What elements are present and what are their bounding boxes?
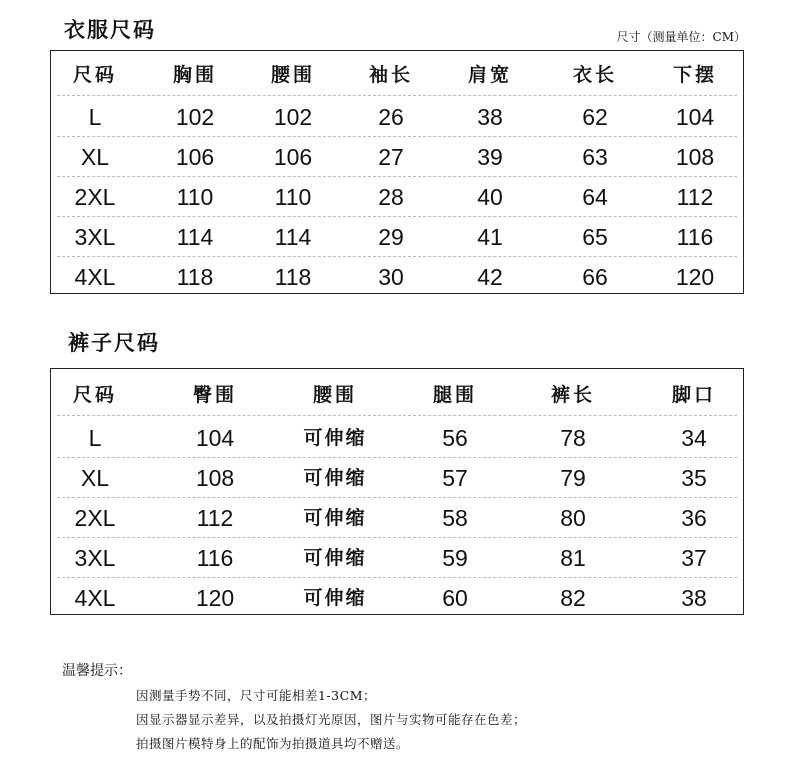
table-cell: 116 — [676, 224, 714, 250]
pants-section-title: 裤子尺码 — [68, 330, 160, 355]
table-cell: 102 — [175, 104, 215, 130]
table-cell: 3XL — [74, 224, 116, 250]
table-cell: 118 — [176, 264, 214, 290]
table-cell: 104 — [195, 425, 235, 451]
column-header: 腰围 — [312, 384, 358, 406]
table-cell: 106 — [273, 144, 313, 170]
table-cell: 4XL — [74, 264, 116, 290]
table-cell: 2XL — [74, 505, 116, 531]
column-header: 腰围 — [270, 64, 316, 86]
table-cell: 62 — [582, 104, 608, 130]
column-header: 裤长 — [550, 384, 596, 406]
row-divider — [57, 537, 737, 538]
table-cell: XL — [80, 465, 110, 491]
tip-line: 因测量手势不同，尺寸可能相差1-3CM； — [136, 688, 376, 703]
table-cell: 29 — [378, 224, 404, 250]
table-cell: 114 — [176, 224, 214, 250]
table-cell: 104 — [675, 104, 715, 130]
table-cell: 28 — [378, 184, 404, 210]
table-header-row — [51, 55, 743, 95]
table-row — [51, 177, 743, 217]
table-cell: 110 — [176, 184, 214, 210]
table-row — [51, 498, 743, 538]
table-cell: 110 — [274, 184, 312, 210]
table-cell: 106 — [175, 144, 215, 170]
table-cell: 79 — [560, 465, 586, 491]
table-row — [51, 97, 743, 137]
table-row — [51, 458, 743, 498]
unit-note: 尺寸（测量单位：CM） — [616, 30, 746, 44]
table-cell: 27 — [378, 144, 404, 170]
table-cell: 102 — [273, 104, 313, 130]
table-row — [51, 578, 743, 618]
row-divider — [57, 95, 737, 96]
row-divider — [57, 216, 737, 217]
table-cell: 可伸缩 — [303, 467, 367, 489]
table-cell: XL — [80, 144, 110, 170]
table-cell: 37 — [681, 545, 707, 571]
table-cell: 108 — [195, 465, 235, 491]
table-cell: 38 — [477, 104, 503, 130]
table-cell: 39 — [477, 144, 503, 170]
table-cell: 59 — [442, 545, 468, 571]
table-cell: 81 — [560, 545, 586, 571]
table-cell: 38 — [681, 585, 707, 611]
table-cell: 30 — [378, 264, 404, 290]
table-row — [51, 257, 743, 297]
table-cell: 57 — [442, 465, 468, 491]
table-cell: 80 — [560, 505, 586, 531]
table-cell: 82 — [560, 585, 586, 611]
table-header-row — [51, 375, 743, 415]
column-header: 臀围 — [192, 384, 238, 406]
table-cell: 108 — [675, 144, 715, 170]
table-cell: 65 — [582, 224, 608, 250]
table-cell: L — [88, 425, 102, 451]
row-divider — [57, 497, 737, 498]
table-cell: 58 — [442, 505, 468, 531]
table-cell: 114 — [274, 224, 312, 250]
table-cell: 120 — [195, 585, 235, 611]
column-header: 腿围 — [432, 384, 478, 406]
table-cell: 42 — [477, 264, 503, 290]
tips-title: 温馨提示： — [62, 663, 132, 679]
table-cell: 66 — [582, 264, 608, 290]
table-cell: 26 — [378, 104, 404, 130]
table-row — [51, 137, 743, 177]
table-cell: 40 — [477, 184, 503, 210]
table-cell: 36 — [681, 505, 707, 531]
table-cell: 120 — [675, 264, 715, 290]
table-cell: 4XL — [74, 585, 116, 611]
table-cell: 60 — [442, 585, 468, 611]
column-header: 袖长 — [368, 64, 414, 86]
table-cell: 64 — [582, 184, 608, 210]
column-header: 衣长 — [572, 64, 618, 86]
row-divider — [57, 415, 737, 416]
column-header: 下摆 — [672, 64, 718, 86]
table-cell: 41 — [477, 224, 503, 250]
table-cell: 112 — [676, 184, 714, 210]
table-cell: 118 — [274, 264, 312, 290]
tip-line: 拍摄图片模特身上的配饰为拍摄道具均不赠送。 — [136, 736, 410, 751]
table-cell: 可伸缩 — [303, 507, 367, 529]
table-row — [51, 418, 743, 458]
row-divider — [57, 256, 737, 257]
tip-line: 因显示器显示差异，以及拍摄灯光原因，图片与实物可能存在色差； — [136, 712, 527, 727]
table-cell: 116 — [196, 545, 234, 571]
table-cell: 3XL — [74, 545, 116, 571]
column-header: 肩宽 — [467, 64, 513, 86]
table-cell: L — [88, 104, 102, 130]
table-cell: 56 — [442, 425, 468, 451]
shirt-size-table — [50, 50, 744, 294]
column-header: 胸围 — [172, 64, 218, 86]
table-cell: 78 — [560, 425, 586, 451]
table-row — [51, 217, 743, 257]
column-header: 尺码 — [72, 384, 118, 406]
table-cell: 可伸缩 — [303, 547, 367, 569]
table-cell: 可伸缩 — [303, 427, 367, 449]
row-divider — [57, 457, 737, 458]
shirt-section-title: 衣服尺码 — [64, 17, 156, 42]
table-cell: 112 — [196, 505, 234, 531]
table-row — [51, 538, 743, 578]
table-cell: 63 — [582, 144, 608, 170]
column-header: 尺码 — [72, 64, 118, 86]
column-header: 脚口 — [671, 384, 717, 406]
table-cell: 可伸缩 — [303, 587, 367, 609]
row-divider — [57, 577, 737, 578]
pants-size-table — [50, 368, 744, 615]
table-cell: 34 — [681, 425, 707, 451]
row-divider — [57, 176, 737, 177]
table-cell: 2XL — [74, 184, 116, 210]
row-divider — [57, 136, 737, 137]
table-cell: 35 — [681, 465, 707, 491]
